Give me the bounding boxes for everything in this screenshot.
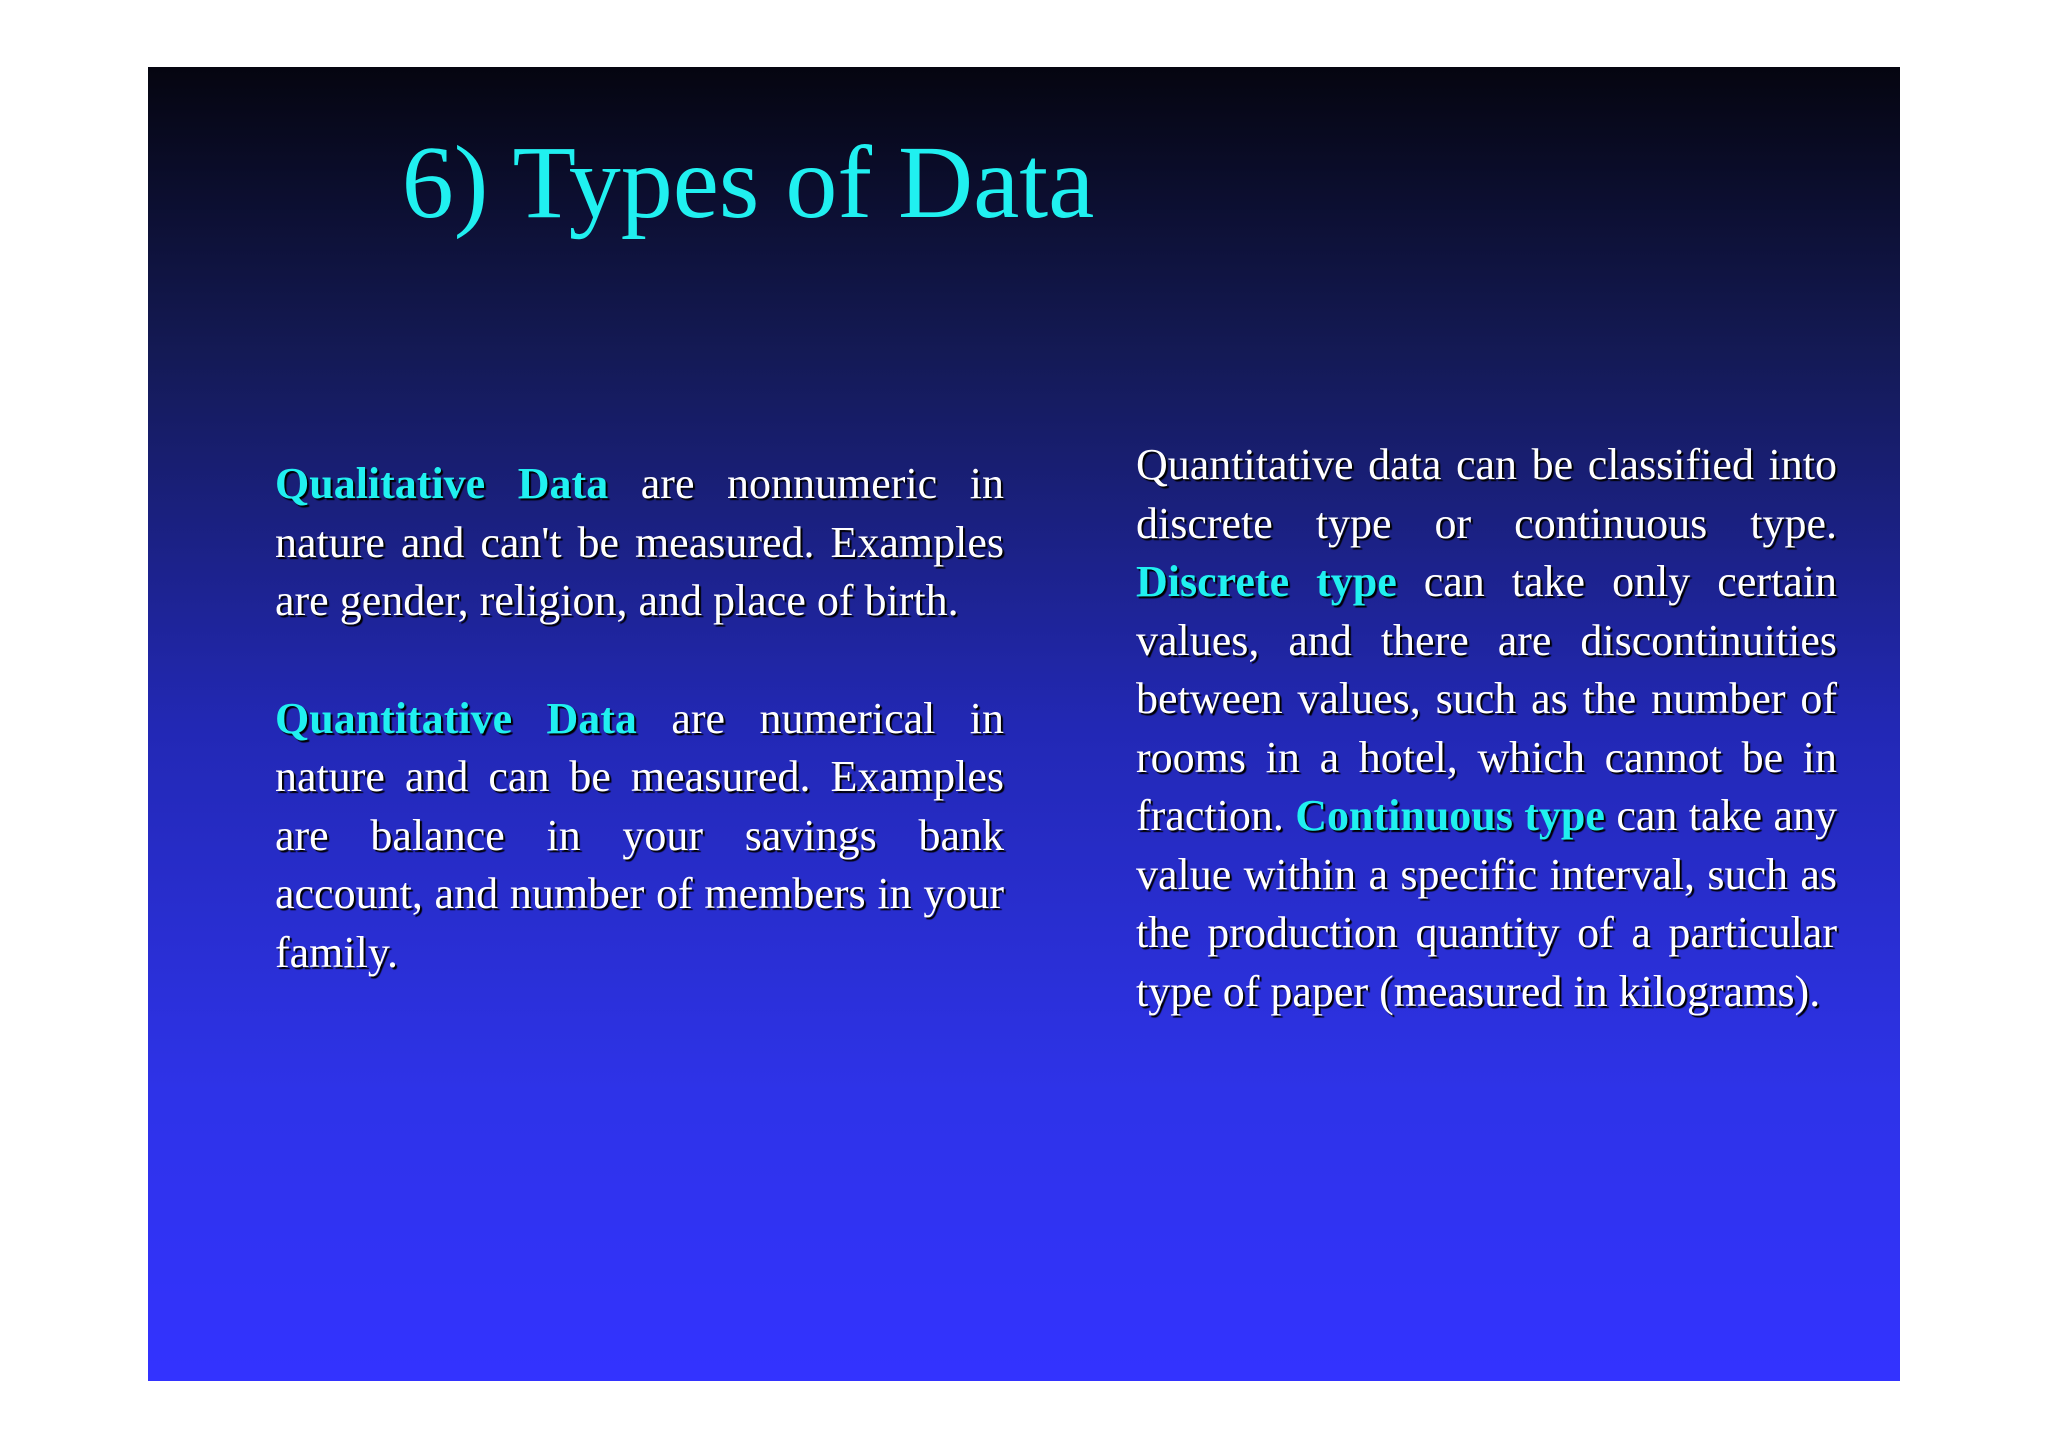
slide-title: 6) Types of Data [401, 125, 1095, 240]
continuous-text: can take any value within a specific interval, such as the production quantity of a particular type of paper (measured in kilograms). [1136, 791, 1838, 1016]
classification-paragraph [1136, 436, 1837, 1021]
qualitative-text: are nonnumeric in nature and can't be measured. Examples are gender, religion, and place of birth. [275, 459, 1004, 625]
quantitative-text: are numerical in nature and can be measured. Examples are balance in your savings bank account, and number of members in your family. [275, 693, 1004, 977]
discrete-text: can take only certain values, and there are discontinuities between values, such as the number of rooms in a hotel, which cannot be in fraction. [1136, 557, 1837, 840]
slide [148, 67, 1900, 1381]
quantitative-term: Quantitative Data [275, 693, 637, 743]
classification-intro: Quantitative data can be classified into discrete type or continuous type. [1136, 440, 1837, 548]
discrete-term: Discrete type [1136, 557, 1397, 606]
right-column [1136, 436, 1837, 1021]
qualitative-term: Qualitative Data [275, 459, 609, 508]
quantitative-paragraph [275, 690, 1004, 983]
left-column [275, 455, 1004, 982]
qualitative-paragraph [275, 455, 1004, 631]
continuous-term: Continuous type [1295, 791, 1605, 840]
